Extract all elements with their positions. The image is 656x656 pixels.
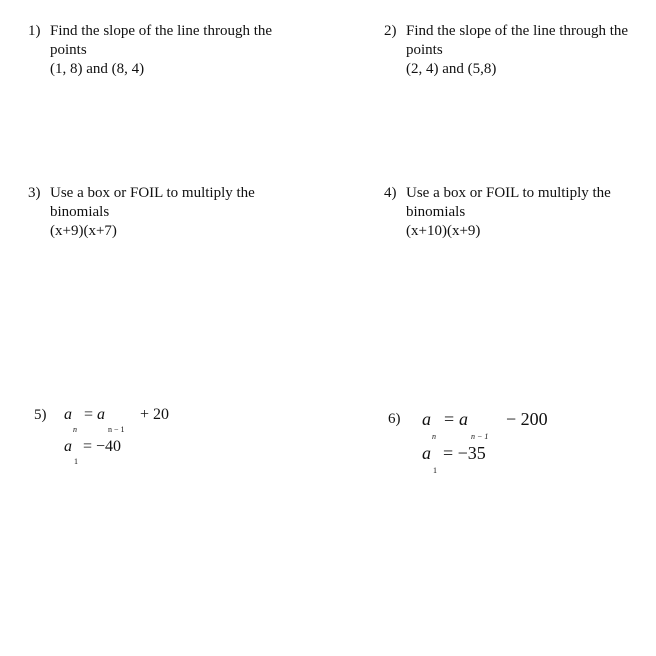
term-a-1: a <box>64 438 72 455</box>
problem-number: 6) <box>388 411 401 427</box>
subscript-1: 1 <box>74 457 78 466</box>
problem-text-line: Find the slope of the line through the <box>406 23 629 39</box>
problem-number: 5) <box>34 407 47 423</box>
problem-text-line: Use a box or FOIL to multiply the <box>50 185 255 201</box>
recursive-formula <box>422 409 602 441</box>
term-a-n-minus-1: a <box>459 409 468 429</box>
subscript-n-minus-1: n − 1 <box>471 432 489 441</box>
problem-binomials: (x+9)(x+7) <box>50 223 117 239</box>
problem-2 <box>384 22 652 82</box>
problem-text-line: points <box>50 42 87 58</box>
subscript-n-minus-1: n − 1 <box>108 425 125 434</box>
initial-value: = −35 <box>443 443 486 463</box>
problem-binomials: (x+10)(x+9) <box>406 223 481 239</box>
term-a-n: a <box>64 406 72 423</box>
equals-sign: = <box>84 406 94 423</box>
initial-term <box>64 438 234 466</box>
term-a-n: a <box>422 409 431 429</box>
problem-number: 2) <box>384 23 397 39</box>
problem-4 <box>384 184 652 244</box>
subscript-1: 1 <box>433 466 437 475</box>
term-a-1: a <box>422 443 431 463</box>
initial-term <box>422 443 602 475</box>
problem-number: 1) <box>28 23 41 39</box>
problem-text-line: binomials <box>50 204 110 220</box>
problem-points: (2, 4) and (5,8) <box>406 61 497 77</box>
addend: − 200 <box>506 409 548 429</box>
recursive-formula <box>64 406 234 434</box>
term-a-n-minus-1: a <box>97 406 105 423</box>
problem-number: 3) <box>28 185 41 201</box>
problem-points: (1, 8) and (8, 4) <box>50 61 145 77</box>
initial-value: = −40 <box>83 438 122 455</box>
equals-sign: = <box>444 409 455 429</box>
problem-text-line: points <box>406 42 443 58</box>
problem-text-line: Find the slope of the line through the <box>50 23 273 39</box>
problem-3 <box>28 184 328 244</box>
problem-number: 4) <box>384 185 397 201</box>
addend: + 20 <box>140 406 170 423</box>
problem-5 <box>34 406 234 466</box>
subscript-n: n <box>432 432 436 441</box>
subscript-n: n <box>73 425 77 434</box>
problem-1 <box>28 22 328 82</box>
problem-text-line: binomials <box>406 204 466 220</box>
problem-text-line: Use a box or FOIL to multiply the <box>406 185 611 201</box>
problem-6 <box>388 410 608 474</box>
